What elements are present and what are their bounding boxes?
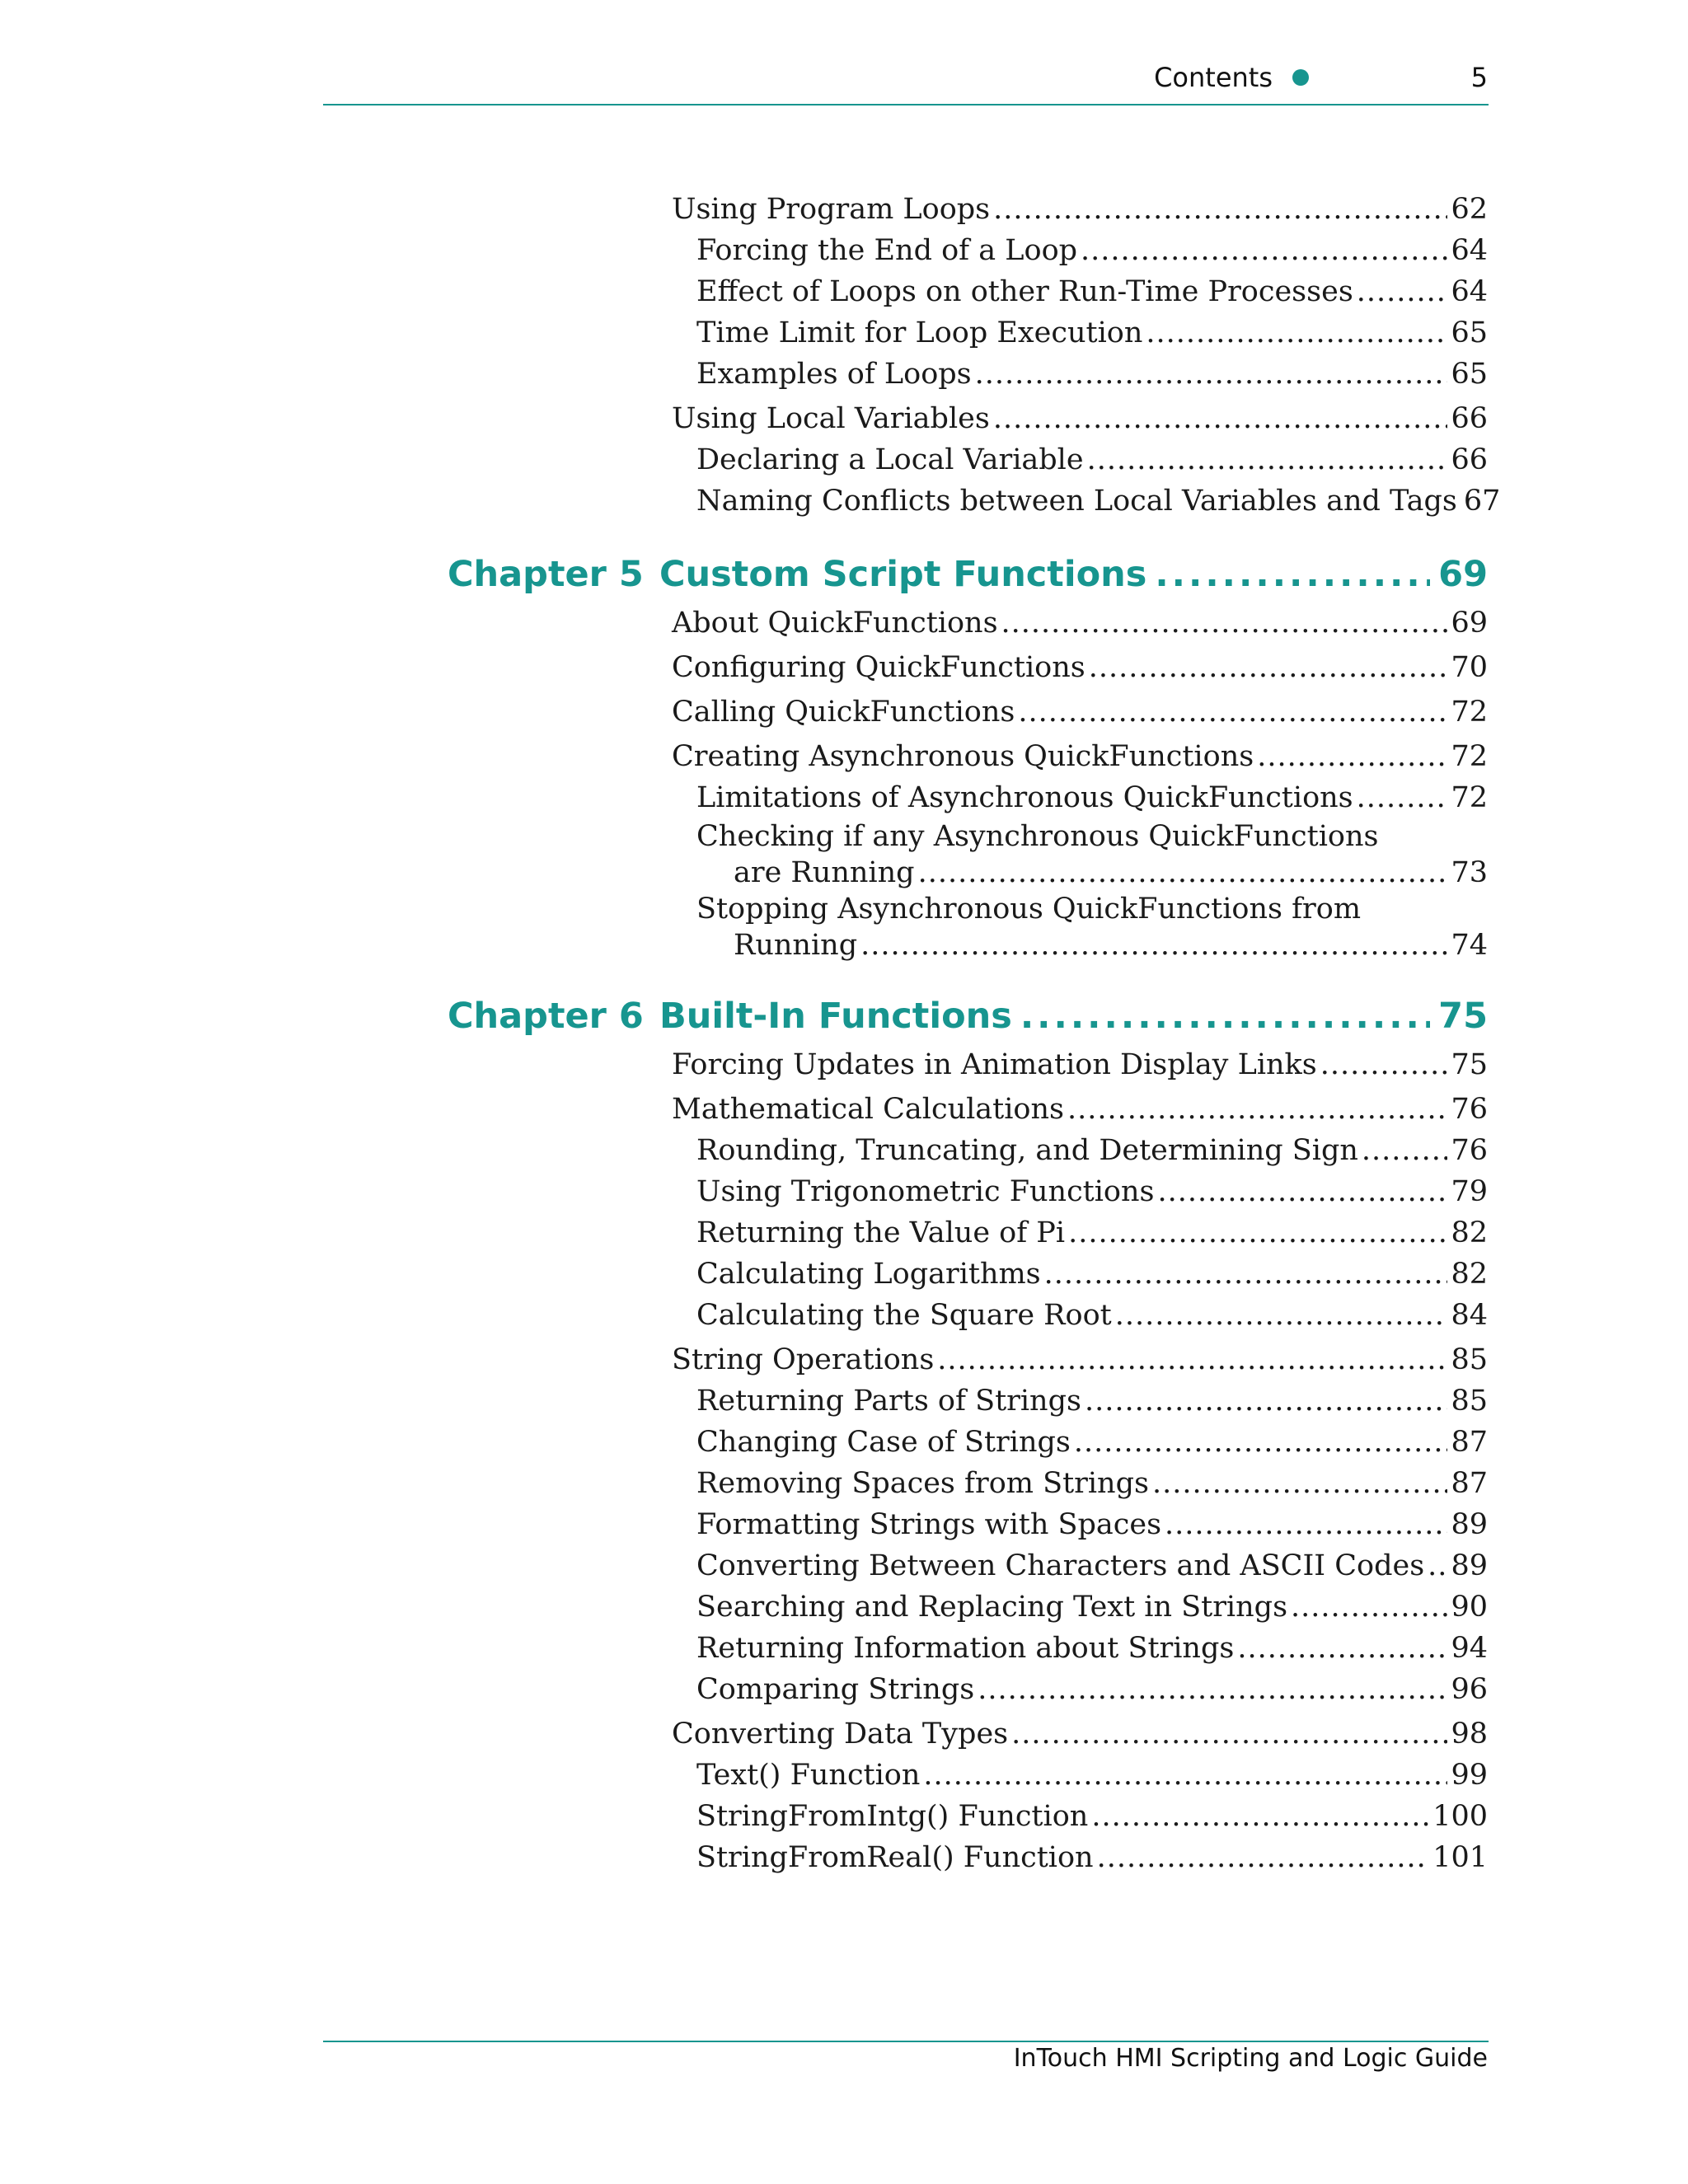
chapter-page: 75	[1438, 996, 1488, 1037]
dot-leader	[1320, 1044, 1448, 1085]
toc-entry[interactable]	[672, 1130, 1488, 1171]
toc-entry[interactable]	[672, 1545, 1488, 1586]
header-page-number: 5	[1470, 62, 1488, 93]
toc-entry[interactable]	[672, 1171, 1488, 1212]
toc-entry-page: 90	[1451, 1591, 1488, 1624]
toc-entry-page: 74	[1451, 929, 1488, 962]
toc-entry-title: Forcing the End of a Loop	[696, 234, 1078, 267]
toc-entry[interactable]	[672, 691, 1488, 733]
toc-entry-title: Mathematical Calculations	[672, 1093, 1065, 1126]
dot-leader	[918, 855, 1448, 891]
toc-entry-page: 69	[1451, 607, 1488, 640]
toc-entry-page: 82	[1451, 1258, 1488, 1291]
dot-leader	[1067, 1089, 1447, 1130]
toc-entry[interactable]	[672, 1755, 1488, 1796]
toc-entry-title: Using Program Loops	[672, 193, 991, 226]
dot-leader	[1087, 439, 1448, 480]
chapter-page: 69	[1438, 554, 1488, 595]
toc-entry-title-line1: Checking if any Asynchronous QuickFunctions	[696, 820, 1379, 853]
dot-leader	[1091, 1796, 1429, 1837]
dot-leader	[1068, 1212, 1447, 1254]
toc-entry-title: Calculating the Square Root	[696, 1299, 1112, 1332]
chapter-title-row	[659, 991, 1488, 1041]
toc-entry-title-line1: Stopping Asynchronous QuickFunctions from	[696, 893, 1362, 926]
dot-leader	[1081, 230, 1447, 271]
toc-entry-title: Creating Asynchronous QuickFunctions	[672, 740, 1254, 773]
toc-entry[interactable]	[672, 480, 1501, 522]
toc-entry-title: Time Limit for Loop Execution	[696, 316, 1143, 349]
toc-entry[interactable]	[672, 1586, 1488, 1628]
toc-entry[interactable]	[672, 1628, 1488, 1669]
dot-leader	[1089, 647, 1448, 688]
toc-entry-title: Calculating Logarithms	[696, 1258, 1041, 1291]
dot-leader	[1357, 271, 1448, 312]
toc-entry-page: 65	[1451, 358, 1488, 391]
toc-entry-page: 72	[1451, 696, 1488, 729]
toc-entry[interactable]	[672, 1295, 1488, 1336]
toc-entry-title: Rounding, Truncating, and Determining Sign	[696, 1134, 1358, 1167]
toc-entry-title: StringFromIntg() Function	[696, 1800, 1089, 1833]
toc-entry-page: 64	[1451, 275, 1488, 308]
toc-entry[interactable]	[672, 230, 1488, 271]
header-section	[1154, 62, 1309, 93]
dot-leader	[1020, 991, 1430, 1041]
toc-entry-page: 85	[1451, 1343, 1488, 1376]
toc-entry[interactable]	[672, 602, 1488, 644]
chapter-title: Custom Script Functions	[659, 554, 1147, 595]
toc-entry-title: StringFromReal() Function	[696, 1841, 1094, 1874]
dot-leader	[978, 1669, 1447, 1710]
toc-entry[interactable]	[672, 398, 1488, 439]
toc-entry[interactable]	[672, 271, 1488, 312]
dot-leader	[1152, 1463, 1447, 1504]
toc-entry-wrapped[interactable]	[672, 818, 1488, 891]
dot-leader	[1357, 777, 1448, 818]
toc-entry-page: 85	[1451, 1385, 1488, 1418]
toc-entry[interactable]	[672, 1796, 1488, 1837]
toc-entry-page: 100	[1432, 1800, 1488, 1833]
toc-entry[interactable]	[672, 1713, 1488, 1755]
toc-entry[interactable]	[672, 1339, 1488, 1380]
toc-entry-title: Effect of Loops on other Run-Time Processes	[696, 275, 1353, 308]
toc-entry-page: 70	[1451, 651, 1488, 684]
dot-leader	[923, 1755, 1447, 1796]
toc-entry-wrapped[interactable]	[672, 891, 1488, 963]
dot-leader	[1115, 1295, 1448, 1336]
toc-entry-page: 72	[1451, 781, 1488, 814]
toc-entry-page: 67	[1463, 485, 1501, 518]
toc-entry-title: Returning the Value of Pi	[696, 1216, 1066, 1249]
chapter-title: Built-In Functions	[659, 996, 1012, 1037]
toc-entry-title: Limitations of Asynchronous QuickFunctions	[696, 781, 1353, 814]
toc-entry-page: 89	[1451, 1508, 1488, 1541]
dot-leader	[1097, 1837, 1430, 1878]
dot-leader	[1085, 1380, 1447, 1422]
dot-leader	[1291, 1586, 1447, 1628]
toc-entry-line2	[672, 927, 1488, 963]
chapter-heading[interactable]	[448, 550, 1488, 599]
toc-entry-page: 98	[1451, 1718, 1488, 1750]
toc-entry-title: Examples of Loops	[696, 358, 972, 391]
dot-leader	[1158, 1171, 1448, 1212]
toc-entry-page: 101	[1432, 1841, 1488, 1874]
dot-leader	[993, 398, 1448, 439]
toc-entry-page: 65	[1451, 316, 1488, 349]
toc-entry[interactable]	[672, 1380, 1488, 1422]
dot-leader	[937, 1339, 1447, 1380]
toc-entry[interactable]	[672, 312, 1488, 354]
toc-entry-page: 72	[1451, 740, 1488, 773]
toc-entry-page: 76	[1451, 1134, 1488, 1167]
header-rule	[323, 104, 1489, 105]
chapter-label: Chapter 6	[448, 996, 644, 1037]
table-of-contents	[448, 185, 1501, 1878]
toc-entry[interactable]	[672, 1044, 1488, 1085]
toc-entry-page: 64	[1451, 234, 1488, 267]
toc-entry-page: 62	[1451, 193, 1488, 226]
dot-leader	[1428, 1545, 1447, 1586]
dot-leader	[1155, 550, 1430, 599]
toc-entry-page: 66	[1451, 443, 1488, 476]
toc-entry-page: 87	[1451, 1426, 1488, 1459]
toc-entry-title: String Operations	[672, 1343, 935, 1376]
toc-entry-title: Converting Between Characters and ASCII Codes	[696, 1549, 1425, 1582]
toc-entry-title: Forcing Updates in Animation Display Links	[672, 1048, 1317, 1081]
toc-entry-title: Changing Case of Strings	[696, 1426, 1071, 1459]
toc-entry-title: Returning Parts of Strings	[696, 1385, 1081, 1418]
dot-leader	[1044, 1254, 1448, 1295]
toc-entry-title: Searching and Replacing Text in Strings	[696, 1591, 1288, 1624]
dot-leader	[1018, 691, 1447, 733]
toc-entry[interactable]	[672, 1463, 1488, 1504]
toc-entry-title: Removing Spaces from Strings	[696, 1467, 1149, 1500]
toc-entry-page: 66	[1451, 402, 1488, 435]
dot-leader	[1165, 1504, 1447, 1545]
toc-entry-title: Formatting Strings with Spaces	[696, 1508, 1162, 1541]
chapter-title-row	[659, 550, 1488, 599]
bullet-dot-icon	[1292, 69, 1309, 86]
toc-entry-page: 73	[1451, 856, 1488, 889]
dot-leader	[1011, 1713, 1447, 1755]
toc-entry[interactable]	[672, 1669, 1488, 1710]
toc-entry[interactable]	[672, 736, 1488, 777]
footer-rule	[323, 2041, 1489, 2042]
chapter-heading[interactable]	[448, 991, 1488, 1041]
toc-entry-page: 79	[1451, 1175, 1488, 1208]
toc-entry[interactable]	[672, 1254, 1488, 1295]
toc-entry-title: Using Trigonometric Functions	[696, 1175, 1155, 1208]
toc-entry-title: Running	[734, 929, 858, 962]
toc-entry-title: Converting Data Types	[672, 1718, 1009, 1750]
toc-entry-page: 84	[1451, 1299, 1488, 1332]
toc-entry[interactable]	[672, 1837, 1488, 1878]
toc-entry-page: 75	[1451, 1048, 1488, 1081]
dot-leader	[1001, 602, 1448, 644]
toc-entry-title: are Running	[734, 856, 915, 889]
dot-leader	[1362, 1130, 1448, 1171]
toc-entry[interactable]	[672, 777, 1488, 818]
dot-leader	[1146, 312, 1447, 354]
dot-leader	[860, 927, 1447, 963]
toc-entry-title: Declaring a Local Variable	[696, 443, 1084, 476]
toc-entry-page: 94	[1451, 1632, 1488, 1665]
toc-entry[interactable]	[672, 1212, 1488, 1254]
footer-book-title: InTouch HMI Scripting and Logic Guide	[1013, 2044, 1488, 2073]
toc-entry[interactable]	[672, 647, 1488, 688]
toc-entry[interactable]	[672, 439, 1488, 480]
toc-entry-title: Configuring QuickFunctions	[672, 651, 1085, 684]
chapter-label: Chapter 5	[448, 554, 644, 595]
toc-entry-title: Calling QuickFunctions	[672, 696, 1015, 729]
toc-entry[interactable]	[672, 1422, 1488, 1463]
toc-entry-page: 89	[1451, 1549, 1488, 1582]
toc-entry[interactable]	[672, 189, 1488, 230]
toc-entry-page: 82	[1451, 1216, 1488, 1249]
dot-leader	[1257, 736, 1447, 777]
toc-entry-title: Naming Conflicts between Local Variables and Tags	[696, 485, 1457, 518]
toc-entry-line2	[672, 855, 1488, 891]
toc-entry-page: 99	[1451, 1759, 1488, 1792]
toc-entry[interactable]	[672, 354, 1488, 395]
dot-leader	[993, 189, 1447, 230]
toc-entry-title: Text() Function	[696, 1759, 921, 1792]
toc-entry-page: 87	[1451, 1467, 1488, 1500]
dot-leader	[1237, 1628, 1447, 1669]
toc-entry-title: Returning Information about Strings	[696, 1632, 1235, 1665]
toc-entry[interactable]	[672, 1089, 1488, 1130]
header-section-label: Contents	[1154, 62, 1273, 93]
dot-leader	[975, 354, 1448, 395]
dot-leader	[1074, 1422, 1448, 1463]
toc-entry-title: About QuickFunctions	[672, 607, 998, 640]
toc-entry-page: 96	[1451, 1673, 1488, 1706]
toc-entry[interactable]	[672, 1504, 1488, 1545]
toc-entry-page: 76	[1451, 1093, 1488, 1126]
toc-entry-title: Using Local Variables	[672, 402, 990, 435]
toc-entry-title: Comparing Strings	[696, 1673, 975, 1706]
